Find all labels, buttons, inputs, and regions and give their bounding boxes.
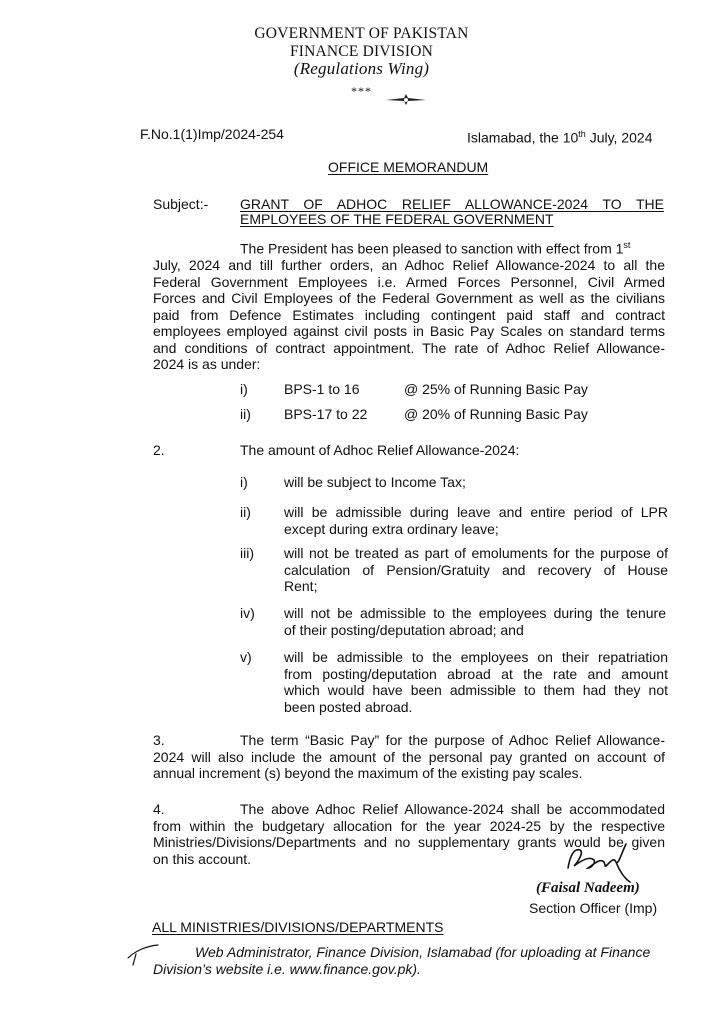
date-suffix: July, 2024	[585, 129, 653, 146]
subject-line-1: GRANT OF ADHOC RELIEF ALLOWANCE-2024 TO THE	[240, 196, 664, 212]
list-item-text	[284, 545, 668, 595]
subject-line-2: EMPLOYEES OF THE FEDERAL GOVERNMENT	[240, 211, 554, 227]
distribution-heading: ALL MINISTRIES/DIVISIONS/DEPARTMENTS	[152, 919, 444, 935]
para4-line: Ministries/Divisions/Departments and no supplementary grants would be given	[153, 834, 665, 850]
divider-ornament-icon	[384, 94, 428, 106]
list-item-text	[284, 474, 668, 491]
list-item-line: will not be treated as part of emoluments for the purpose of	[284, 545, 668, 561]
para4-line: from within the budgetary allocation for the year 2024-25 by the respective	[153, 817, 665, 834]
para3-line: annual increment (s) beyond the maximum of the existing pay scales.	[153, 765, 583, 781]
cc-line-1: Web Administrator, Finance Division, Islamabad (for uploading at Finance	[195, 944, 651, 960]
subject-label: Subject:-	[153, 196, 209, 212]
header-government: GOVERNMENT OF PAKISTAN	[254, 25, 469, 42]
rate-value: @ 20% of Running Basic Pay	[404, 406, 588, 422]
list-item-line: Rent;	[284, 578, 318, 594]
header-stars: ***	[351, 84, 372, 98]
para3-line: The term “Basic Pay” for the purpose of Adhoc Relief Allowance-	[240, 732, 665, 748]
para4-line: The above Adhoc Relief Allowance-2024 shall be accommodated	[240, 801, 665, 817]
list-item-line: from posting/deputation abroad at the rate and amount	[284, 665, 668, 682]
header-division: FINANCE DIVISION	[289, 43, 434, 60]
para1-line-first-text: The President has been pleased to sanction with effect from 1	[240, 240, 624, 257]
list-item-num: iii)	[240, 545, 254, 561]
para1	[153, 237, 665, 373]
signatory-name: (Faisal Nadeem)	[536, 880, 640, 896]
list-item-line: except during extra ordinary leave;	[284, 520, 499, 537]
list-item-line: will be admissible during leave and entire period of LPR	[284, 504, 668, 520]
rate-scale: BPS-1 to 16	[284, 381, 360, 397]
list-item-num: ii)	[240, 504, 251, 520]
list-item-line: which would have been admissible to them had they not	[284, 682, 668, 698]
para4-line: on this account.	[153, 850, 252, 867]
list-item-line: of their posting/deputation abroad; and	[284, 621, 524, 638]
list-item-line: been posted abroad.	[284, 698, 413, 715]
para1-line: paid from Defence Estimates including contingent paid staff and contract	[153, 306, 665, 323]
para1-line-first-sup: st	[623, 240, 631, 250]
list-item-num: v)	[240, 649, 252, 665]
list-item-line: will be admissible to the employees on their repatriation	[284, 649, 668, 665]
rate-scale: BPS-17 to 22	[284, 406, 368, 422]
date-suffix-sup: th	[578, 129, 586, 139]
para3-line: 2024 will also include the amount of the personal pay granted on account of	[153, 748, 665, 765]
list-item-line: will not be admissible to the employees during the tenure	[284, 605, 666, 621]
rate-value: @ 25% of Running Basic Pay	[404, 381, 588, 397]
para1-line-last: 2024 is as under:	[153, 356, 261, 373]
memo-title: OFFICE MEMORANDUM	[328, 159, 489, 175]
para1-line-first	[153, 237, 665, 257]
list-item-line: calculation of Pension/Gratuity and recovery of House	[284, 561, 668, 578]
list-item-num: i)	[240, 474, 248, 490]
file-number: F.No.1(1)Imp/2024-254	[140, 126, 284, 142]
rate-num: i)	[240, 381, 248, 397]
signatory-designation: Section Officer (Imp)	[529, 900, 658, 916]
para1-line: and conditions of contract appointment. The rate of Adhoc Relief Allowance-	[153, 339, 665, 356]
date-prefix: Islamabad, the 10	[467, 129, 579, 146]
para2-intro: The amount of Adhoc Relief Allowance-2024:	[240, 442, 520, 458]
header-wing: (Regulations Wing)	[293, 59, 430, 78]
list-item-line: will be subject to Income Tax;	[284, 474, 466, 490]
para3-number: 3.	[153, 732, 165, 748]
para1-line: Forces and Civil Employees of the Federal Government as well as the civilians	[153, 290, 665, 307]
list-item-num: iv)	[240, 605, 255, 621]
para1-line: July, 2024 and till further orders, an Adhoc Relief Allowance-2024 to all the	[153, 257, 665, 274]
para1-line: Federal Government Employees i.e. Armed Forces Personnel, Civil Armed	[153, 273, 665, 290]
para1-line: employees employed against civil posts in Basic Pay Scales on standard terms	[153, 323, 665, 340]
para3	[153, 732, 665, 782]
place-date	[467, 126, 652, 146]
para2-number: 2.	[153, 442, 165, 458]
list-item-text	[284, 649, 668, 715]
rate-num: ii)	[240, 406, 251, 422]
para4-number: 4.	[153, 801, 165, 817]
cc-line-2: Division’s website i.e. www.finance.gov.pk).	[153, 961, 421, 977]
list-item-text	[284, 504, 668, 537]
list-item-text	[284, 605, 666, 638]
